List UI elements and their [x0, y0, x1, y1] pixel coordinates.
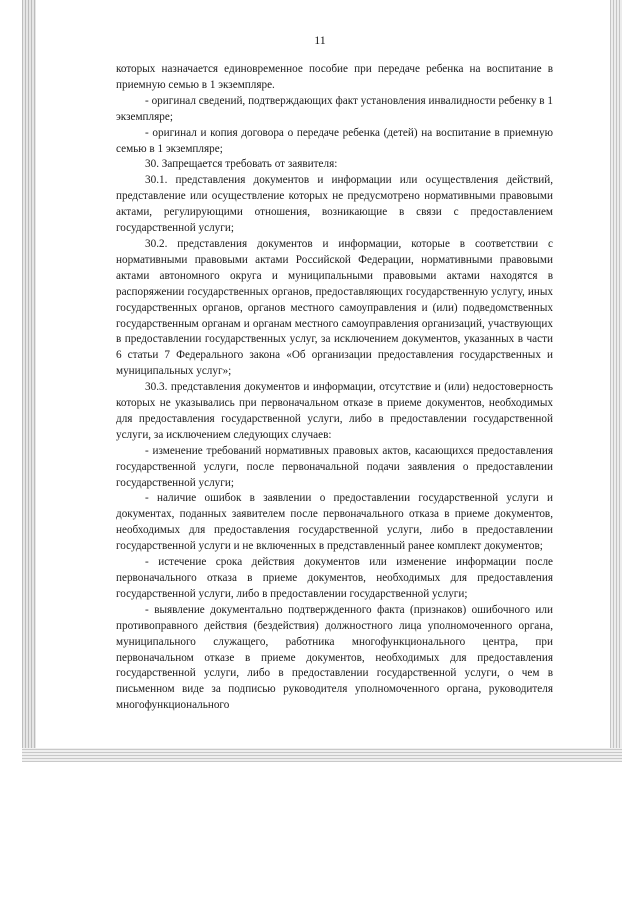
paragraph: - истечение срока действия документов или изменение информации после первоначального отказа в приеме документов, необходимых для предоставления государственной услуги, либо в предоставлении государственной услуги; — [116, 556, 553, 600]
paragraph: 30. Запрещается требовать от заявителя: — [145, 158, 338, 171]
paragraph: - оригинал и копия договора о передаче ребенка (детей) на воспитание в приемную семью в 1 экземпляре; — [116, 126, 553, 155]
scan-edge-bottom — [22, 748, 622, 762]
scan-edge-left — [22, 0, 36, 760]
paragraph: 30.1. представления документов и информации или осуществления действий, представление или осуществление которых не предусмотрено нормативными правовыми актами, регулирующими отношения, возникающие в связи с предоставлением государственной услуги; — [116, 174, 553, 235]
paragraph: - выявление документально подтвержденного факта (признаков) ошибочного или противоправного действия (бездействия) должностного лица уполномоченного органа, муниципального служащего, работника многофункционального центра, при первоначальном отказе в приеме документов, необходимых для предоставления государственной услуги, либо в предоставлении государственной услуги, о чем в письменном виде за подписью руководителя уполномоченного органа, руководителя многофункционального — [116, 603, 553, 712]
scan-edge-right — [610, 0, 622, 760]
paragraph: которых назначается единовременное пособие при передаче ребенка на воспитание в приемную семью в 1 экземпляре. — [116, 63, 553, 91]
document-body — [116, 62, 553, 714]
paragraph: 30.3. представления документов и информации, отсутствие и (или) недостоверность которых не указывались при первоначальном отказе в приеме документов, необходимых для предоставления государственной услуги, либо в предоставлении государственной услуги, за исключением следующих случаев: — [116, 381, 553, 441]
paragraph: 30.2. представления документов и информации, которые в соответствии с нормативными правовыми актами Российской Федерации, нормативными правовыми актами автономного округа и муниципальными правовыми актами находятся в распоряжении государственных органов, предоставляющих государственную услугу, иных государственных органов, органов местного самоуправления и (или) подведомственных государственным органам и органам местного самоуправления организаций, участвующих в предоставлении государственных услуг, за исключением документов, указанных в части 6 статьи 7 Федерального закона «Об организации предоставления государственных и муниципальных услуг»; — [116, 237, 553, 378]
page-number: 11 — [314, 33, 326, 47]
paragraph: - оригинал сведений, подтверждающих факт установления инвалидности ребенку в 1 экземпляре; — [116, 94, 553, 123]
paragraph: - изменение требований нормативных правовых актов, касающихся предоставления государственной услуги, после первоначальной подачи заявления о предоставлении государственной услуги; — [116, 444, 553, 489]
paragraph: - наличие ошибок в заявлении о предоставлении государственной услуги и документах, поданных заявителем после первоначального отказа в приеме документов, необходимых для предоставления государственной услуги, либо в предоставлении государственной услуги и не включенных в представленный ранее комплект документов; — [116, 492, 553, 553]
